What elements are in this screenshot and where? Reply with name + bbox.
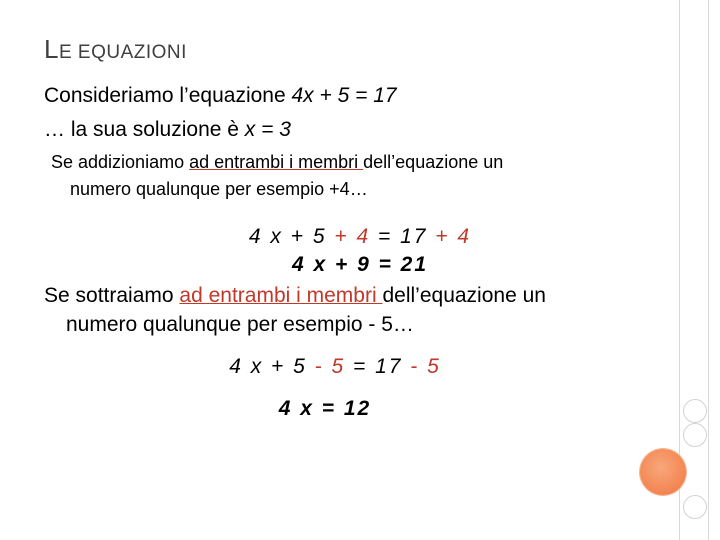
addition-eq-add-right: + 4 <box>427 225 472 248</box>
title-rest: E EQUAZIONI <box>58 42 187 63</box>
addition-eq-left: 4 x + 5 <box>248 225 327 248</box>
addition-explanation-line2: numero qualunque per esempio +4… <box>70 179 368 199</box>
addition-after: dell’equazione un <box>363 152 504 172</box>
solution-line <box>44 118 291 142</box>
decorative-circle-outline <box>683 423 707 447</box>
subtraction-result: 4 x = 12 <box>278 397 372 420</box>
addition-result: 4 x + 9 = 21 <box>291 253 429 276</box>
solution-text: … la sua soluzione è <box>44 118 245 141</box>
subtraction-equation <box>0 355 670 379</box>
subtraction-before: Se sottraiamo <box>44 284 180 307</box>
addition-highlight: ad entrambi i membri <box>189 152 364 172</box>
decorative-circle-outline <box>683 399 707 423</box>
solution-value: x = 3 <box>244 118 291 141</box>
addition-before: Se addizioniamo <box>51 152 190 172</box>
addition-explanation-line1 <box>51 152 503 173</box>
subtraction-highlight: ad entrambi i membri <box>179 284 383 307</box>
decorative-circle-orange <box>640 449 686 495</box>
decorative-circle-outline <box>683 495 707 519</box>
subtraction-eq-sub-left: - 5 <box>306 355 346 378</box>
slide-title <box>44 34 187 65</box>
addition-equation <box>0 225 720 249</box>
subtraction-eq-sub-right: - 5 <box>402 355 441 378</box>
title-initial: L <box>44 34 59 64</box>
subtraction-after: dell’equazione un <box>382 284 546 307</box>
intro-line <box>44 84 397 108</box>
subtraction-eq-left: 4 x + 5 <box>229 355 307 378</box>
subtraction-explanation-line1 <box>44 284 546 308</box>
intro-text: Consideriamo l’equazione <box>44 84 292 107</box>
addition-eq-add-left: + 4 <box>326 225 371 248</box>
intro-equation: 4x + 5 = 17 <box>291 84 397 107</box>
subtraction-explanation-line2: numero qualunque per esempio - 5… <box>66 313 414 336</box>
subtraction-eq-equals: = 17 <box>345 355 403 378</box>
addition-eq-equals: = 17 <box>370 225 428 248</box>
